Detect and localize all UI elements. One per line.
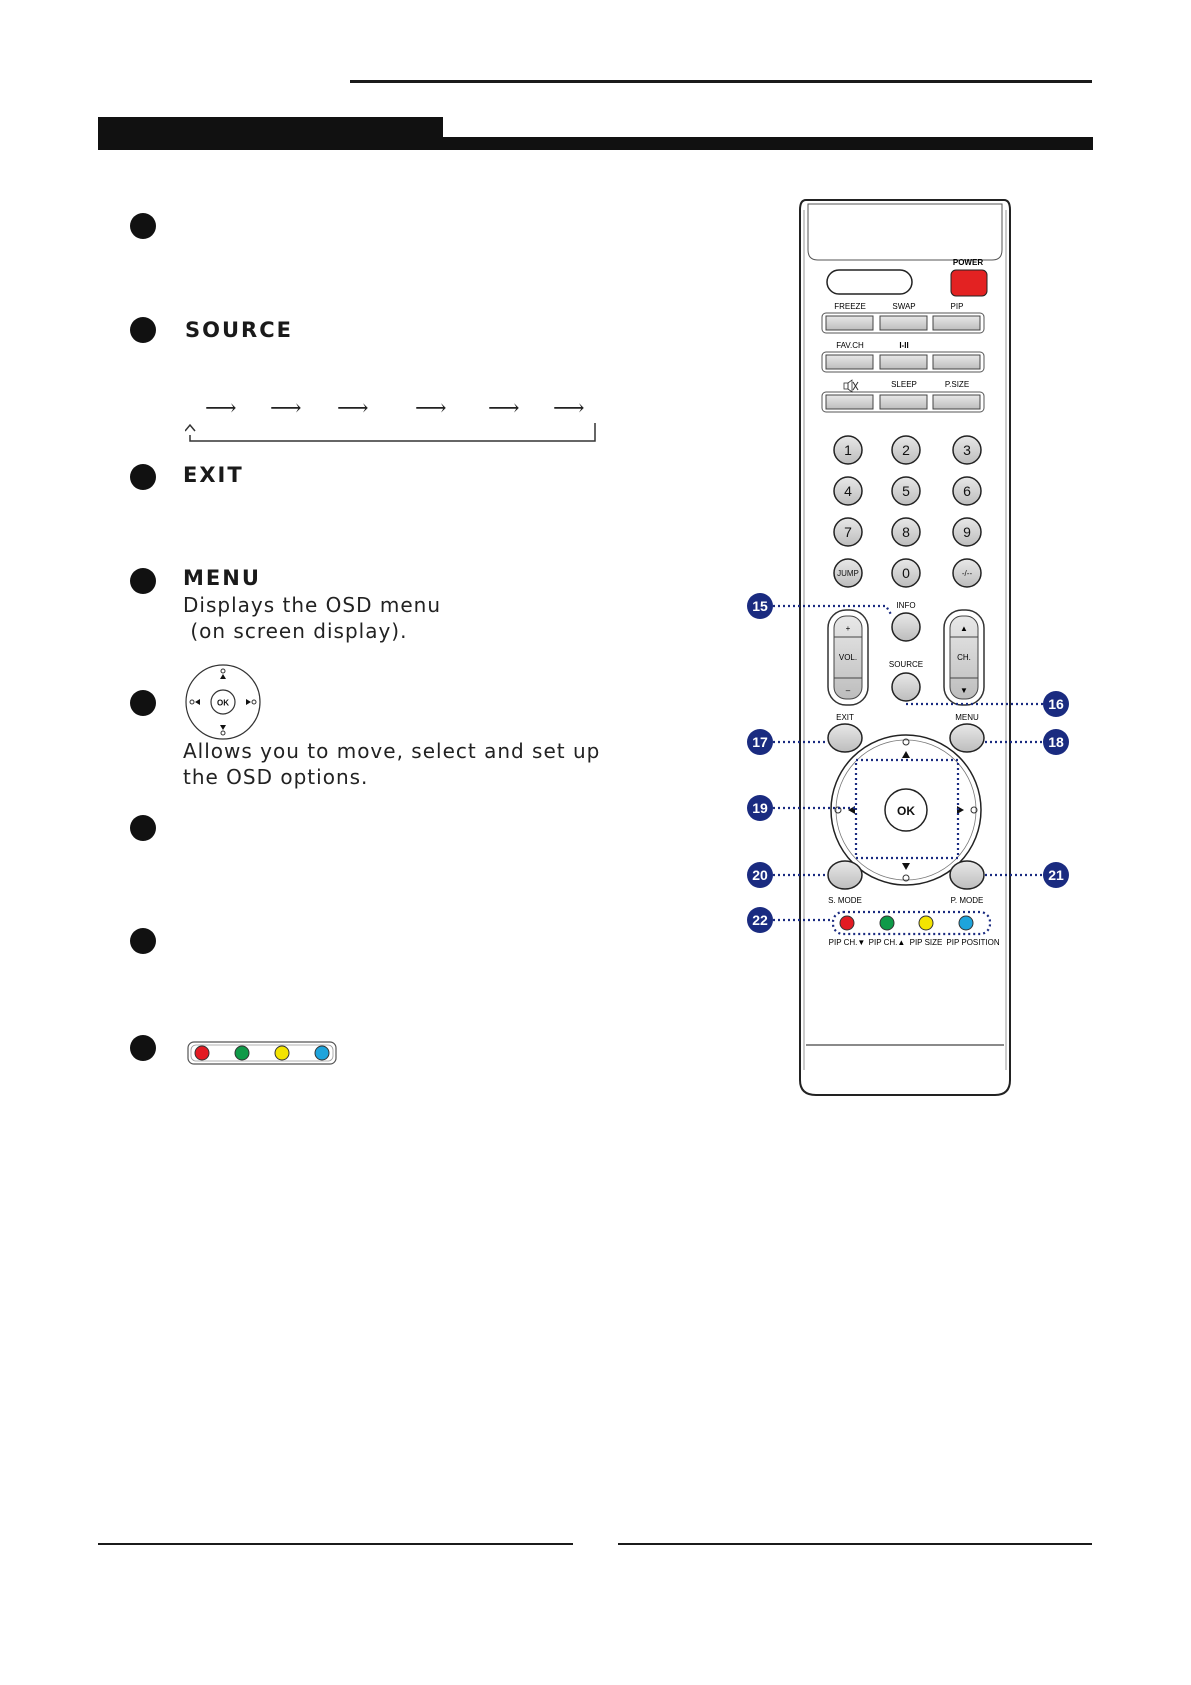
svg-text:22: 22	[752, 912, 768, 928]
digit-label: 3	[963, 442, 971, 458]
digit-label: 6	[963, 483, 971, 499]
digit-label: -/--	[961, 569, 973, 578]
cycle-arrow-icon: ⟶	[553, 396, 585, 421]
digit-label: 4	[844, 483, 852, 499]
pip-button	[933, 316, 980, 330]
banner-rule	[443, 137, 1093, 150]
pip-label: PIP	[950, 302, 964, 311]
digit-label: 0	[902, 565, 910, 581]
digit-label: 9	[963, 524, 971, 540]
cycle-arrow-icon: ⟶	[337, 396, 369, 421]
digit-label: 8	[902, 524, 910, 540]
ch-label: CH.	[957, 653, 971, 662]
pip-ch-down-label: PIP CH.▼	[828, 938, 866, 947]
item-bullet-4	[130, 568, 156, 594]
svg-text:20: 20	[752, 867, 768, 883]
callout-overlay	[740, 580, 1080, 940]
exit-heading: EXIT	[183, 463, 244, 487]
swap-button	[880, 316, 927, 330]
psize-label: P.SIZE	[944, 380, 970, 389]
i-ii-label: I-II	[899, 341, 909, 350]
item-bullet-5	[130, 690, 156, 716]
digit-label: 7	[844, 524, 852, 540]
svg-text:21: 21	[1048, 867, 1064, 883]
header-rule	[350, 80, 1092, 83]
item-bullet-8	[130, 1035, 156, 1061]
exit-label: EXIT	[836, 713, 854, 722]
digit-label: JUMP	[837, 569, 859, 578]
color-buttons-icon	[187, 1040, 337, 1066]
mute-button	[826, 395, 873, 409]
digit-label: 5	[902, 483, 910, 499]
nav-description-line2: the OSD options.	[183, 765, 369, 789]
ch-down-label: ▼	[960, 686, 968, 695]
i-ii-button	[880, 355, 927, 369]
menu-description-line1: Displays the OSD menu	[183, 593, 442, 617]
power-button	[951, 270, 987, 296]
source-cycle-diagram	[185, 395, 605, 445]
vol-label: VOL.	[838, 653, 858, 662]
svg-text:19: 19	[752, 800, 768, 816]
svg-text:17: 17	[752, 734, 768, 750]
cycle-arrow-icon: ⟶	[415, 396, 447, 421]
digit-label: 1	[844, 442, 852, 458]
digit-label: 2	[902, 442, 910, 458]
freeze-button	[826, 316, 873, 330]
swap-label: SWAP	[892, 302, 916, 311]
pip-ch-up-label: PIP CH.▲	[868, 938, 906, 947]
source-label: SOURCE	[888, 660, 924, 669]
sleep-label: SLEEP	[891, 380, 917, 389]
vol-plus-label: +	[845, 624, 851, 633]
item-bullet-7	[130, 928, 156, 954]
cycle-arrow-icon: ⟶	[488, 396, 520, 421]
svg-text:15: 15	[752, 598, 768, 614]
blank-button	[933, 355, 980, 369]
power-label: POWER	[952, 258, 984, 267]
footer-rule-left	[98, 1543, 573, 1545]
nav-ok-label: OK	[217, 698, 229, 708]
cycle-arrow-icon: ⟶	[270, 396, 302, 421]
pip-position-label: PIP POSITION	[946, 938, 1000, 947]
pip-size-label: PIP SIZE	[909, 938, 943, 947]
psize-button	[933, 395, 980, 409]
menu-heading: MENU	[183, 566, 261, 590]
freeze-label: FREEZE	[834, 302, 866, 311]
nav-description-line1: Allows you to move, select and set up	[183, 739, 601, 763]
item-bullet-1	[130, 213, 156, 239]
item-bullet-6	[130, 815, 156, 841]
info-label: INFO	[896, 601, 916, 610]
source-heading: SOURCE	[185, 318, 293, 342]
item-bullet-2	[130, 317, 156, 343]
cycle-arrow-icon: ⟶	[205, 396, 237, 421]
pmode-label: P. MODE	[950, 896, 984, 905]
fav-ch-label: FAV.CH	[836, 341, 864, 350]
sleep-button	[880, 395, 927, 409]
svg-text:18: 18	[1048, 734, 1064, 750]
ok-label: OK	[897, 804, 915, 818]
display-window	[827, 270, 912, 294]
nav-pad-icon	[183, 662, 263, 742]
svg-text:16: 16	[1048, 696, 1064, 712]
ch-up-label: ▲	[960, 624, 968, 633]
vol-minus-label: –	[845, 686, 851, 695]
menu-description-line2: (on screen display).	[183, 619, 408, 643]
fav-ch-button	[826, 355, 873, 369]
menu-label: MENU	[955, 713, 979, 722]
section-banner	[98, 117, 443, 150]
item-bullet-3	[130, 464, 156, 490]
footer-rule-right	[618, 1543, 1092, 1545]
smode-label: S. MODE	[828, 896, 862, 905]
